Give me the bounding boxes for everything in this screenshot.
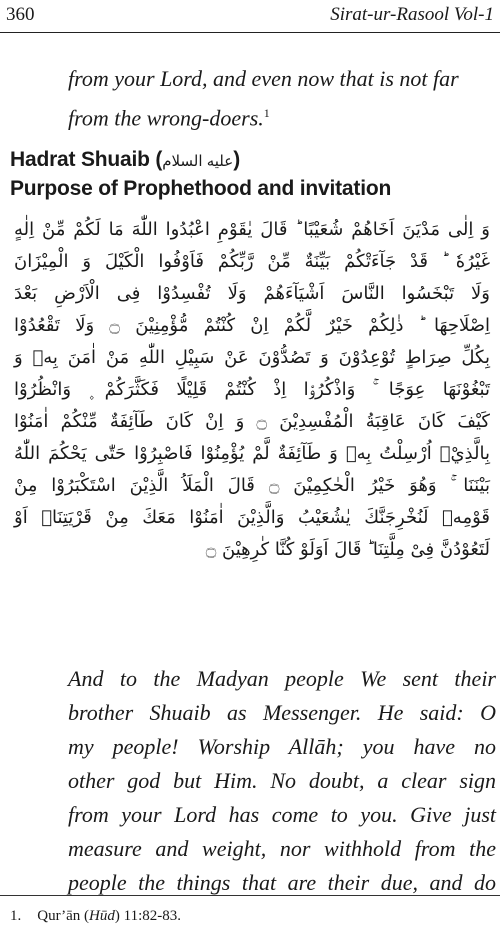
heading-close-paren: ): [233, 148, 240, 171]
footnote-ref: ) 11:82-83.: [114, 908, 181, 924]
arabic-verse-line: بِالَّذِيْۤ اُرْسِلْتُ بِهٖ وَ طَآئِفَةٌ لَّمْ يُؤْمِنُوْا فَاصْبِرُوْا حَتّٰى يَحْكُمَ اللّٰهُ: [14, 443, 490, 464]
continuation-paragraph: [68, 62, 488, 135]
page-header: [0, 0, 500, 34]
translation-line: people the things that are their due, and do: [68, 870, 496, 895]
translation-line: from your Lord has come to you. Give just: [68, 802, 496, 827]
arabic-salutation: عليه السلام: [162, 153, 234, 170]
footnote-rule: [0, 895, 500, 896]
subsection-heading: Purpose of Prophethood and invitation: [10, 177, 392, 200]
continuation-line: [68, 96, 488, 135]
continuation-line-text: from the wrong-doers.: [68, 105, 264, 131]
running-title: Sirat-ur-Rasool Vol-1: [330, 4, 494, 25]
translation-line: other god but Him. No doubt, a clear sign: [68, 768, 496, 793]
arabic-verse-line: كَيْفَ كَانَ عَاقِبَةُ الْمُفْسِدِيْنَ ۝ وَ اِنْ كَانَ طَآئِفَةٌ مِّنْكُمْ اٰمَنُوْا: [14, 411, 490, 432]
header-rule: [0, 32, 500, 33]
footnote-surah: Hūd: [89, 908, 115, 924]
translation-line: brother Shuaib as Messenger. He said: O: [68, 700, 496, 725]
arabic-verse-line: لَتَعُوْدُنَّ فِىْ مِلَّتِنَا ؕ قَالَ اَوَلَوْ كُنَّا كٰرِهِيْنَ ۝: [205, 539, 490, 560]
arabic-verse-line: اِصْلَاحِهَا ؕ ذٰلِكُمْ خَيْرٌ لَّكُمْ اِنْ كُنْتُمْ مُّؤْمِنِيْنَ ۝ وَلَا تَقْعُدُوْا: [14, 315, 490, 336]
footnote-label: 1.: [10, 908, 22, 924]
translation-line: my people! Worship Allāh; you have no: [68, 734, 496, 759]
arabic-verse-line: بِكُلِّ صِرَاطٍ تُوْعِدُوْنَ وَ تَصُدُّوْنَ عَنْ سَبِيْلِ اللّٰهِ مَنْ اٰمَنَ بِهٖ وَ: [14, 347, 490, 368]
arabic-verse-line: وَ اِلٰى مَدْيَنَ اَخَاهُمْ شُعَيْبًا ؕ قَالَ يٰقَوْمِ اعْبُدُوا اللّٰهَ مَا لَكُمْ مِّنْ اِلٰهٍ: [14, 219, 490, 240]
heading-text: Hadrat Shuaib (: [10, 148, 163, 171]
arabic-verse-line: وَلَا تَبْخَسُوا النَّاسَ اَشْيَآءَهُمْ وَلَا تُفْسِدُوْا فِى الْاَرْضِ بَعْدَ: [14, 283, 490, 304]
arabic-verse-line: بَيْنَنَا ۚ وَهُوَ خَيْرُ الْحٰكِمِيْنَ ۝ قَالَ الْمَلَاُ الَّذِيْنَ اسْتَكْبَرُوْا مِنْ: [14, 475, 490, 496]
page-number: 360: [6, 4, 35, 25]
continuation-line: from your Lord, and even now that is not far: [68, 66, 459, 91]
arabic-verse-block: [14, 214, 490, 566]
footnote-source: Qur’ān (: [37, 908, 90, 924]
translation-line: measure and weight, nor withhold from the: [68, 836, 496, 861]
translation-line: And to the Madyan people We sent their: [68, 666, 496, 691]
arabic-verse-line: قَوْمِهٖ لَنُخْرِجَنَّكَ يٰشُعَيْبُ وَالَّذِيْنَ اٰمَنُوْا مَعَكَ مِنْ قَرْيَتِنَاۤ اَوْ: [14, 507, 490, 528]
arabic-verse-line: تَبْغُوْنَهَا عِوَجًا ۚ وَاذْكُرُوْۤا اِذْ كُنْتُمْ قَلِيْلًا فَكَثَّرَكُمْ ۪ وَانْظُرُوْا: [14, 379, 490, 400]
translation-paragraph: [68, 662, 496, 900]
arabic-verse-line: غَيْرُهٗ ؕ قَدْ جَآءَتْكُمْ بَيِّنَةٌ مِّنْ رَّبِّكُمْ فَاَوْفُوا الْكَيْلَ وَ الْمِيْزَانَ: [14, 251, 490, 272]
section-heading: [10, 148, 495, 172]
footnote: [10, 908, 181, 925]
footnote-reference[interactable]: 1: [263, 106, 270, 120]
